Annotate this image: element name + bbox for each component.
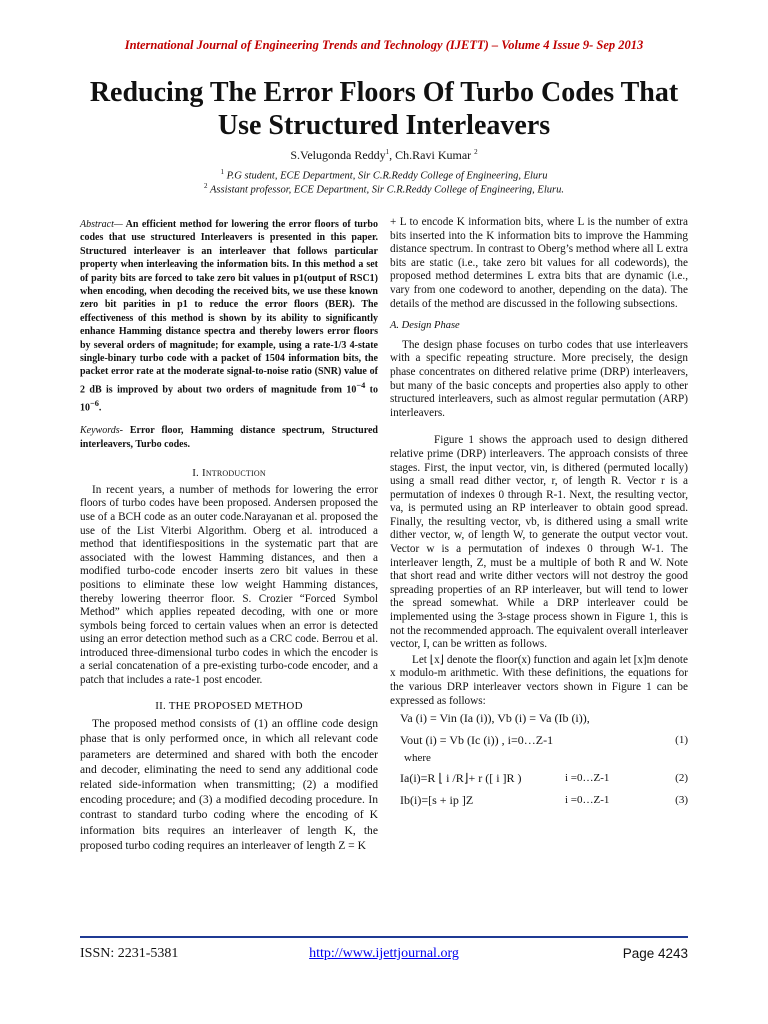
equation-2-number: (2) [675,771,688,784]
abstract-lead: Abstract— [80,219,123,230]
affiliation-1-text: P.G student, ECE Department, Sir C.R.Reddy College of Engineering, Eluru [226,170,548,182]
section-2-title: THE PROPOSED METHOD [168,699,303,712]
authors [0,148,768,163]
floor-definition-paragraph: Let ⌊x⌋ denote the floor(x) function and again let [x]m denote x modulo-m arithmetic. With these definitions, the equations for the various DRP interleaver vectors shown in Figure 1 can be expressed as follows: [390,653,688,707]
footer-journal-link[interactable]: http://www.ijettjournal.org [309,946,459,961]
equation-line-3 [390,790,688,812]
equation-3-number: (3) [675,793,688,806]
equation-3-range: i =0…Z-1 [565,793,610,806]
author-separator: , [389,148,396,162]
section-2-number: II. [155,699,166,712]
equation-1-number: (1) [675,734,688,747]
design-phase-paragraph: The design phase focuses on turbo codes that use interleavers with a specific repeating structure. More precisely, the design phase concentrates on dithered relative prime (DRP) interleavers, but many of the basic concepts and properties also apply to other structured interleavers, such as almost regular permutation (ARP) interleavers. [390,338,688,419]
abstract-mid: to 10 [80,384,378,413]
footer-divider [80,936,688,938]
author-1-sup: 1 [385,148,390,156]
affiliation-1-sup: 1 [220,168,224,176]
right-column [390,216,688,812]
author-2-sup: 2 [474,148,478,156]
section-1-number: I. [192,467,200,480]
proposed-method-paragraph: The proposed method consists of (1) an offline code design phase that is only performed once, in which all relevant code parameters are determined and shared with both the encoder and decoder, eliminating the need to send any additional code related side-information when transmitting; (2) a modified encoding procedure; and (3) a modified decoding procedure. In contrast to standard turbo coding where the encoding of K information bits requires an interleaver of length K, the proposed turbo coding requires an interleaver of length Z = K [80,717,378,852]
title-line-2: Use Structured Interleavers [217,110,551,141]
paper-title [40,76,728,142]
journal-header: International Journal of Engineering Trends and Technology (IJETT) – Volume 4 Issue 9- Sep 2013 [124,38,644,52]
abstract-exp-1: −4 [356,380,366,390]
figure-description-paragraph: Figure 1 shows the approach used to design dithered relative prime (DRP) interleavers. The approach consists of three stages. First, the input vector, vin, is dithered (permuted locally) using a small read dither vector, r, of length R. Vector r is a permutation of indexes 0 through R-1. Next, the resulting vector, va, is permuted using an RP interleaver to obtain good spread. Finally, the resulting vector, vb, is dithered using a small write dither vector, w, of length W, to generate the output vector vout. Vector w is a permutation of indexes 0 through W-1. The interleaver length, Z, must be a multiple of both R and W. Note that short read and write dither vectors will not destroy the good spreading properties of an RP interleaver, but will tend to lower the spread somewhat. While a DRP interleaver could be implemented using the 3-stage process shown in Figure 1, this is not the recommended approach. The equivalent overall interleaver vector, I, can be written as follows. [390,434,688,651]
affiliation-2-text: Assistant professor, ECE Department, Sir C.R.Reddy College of Engineering, Eluru. [209,184,564,196]
author-2: Ch.Ravi Kumar [395,148,472,162]
equation-line-0 [390,708,688,730]
affiliation-1 [0,168,768,182]
affiliation-2-sup: 2 [204,182,208,190]
equation-2: Ia(i)=R ⌊ i /R⌋+ r ([ i ]R ) [400,770,522,785]
equation-2-range: i =0…Z-1 [565,771,610,784]
introduction-paragraph: In recent years, a number of methods for lowering the error floors of turbo codes have been proposed. Andersen proposed the use of a BCH code as an outer code.Narayanan et al. proposed the use of the List Viterbi Algorithm. Oberg et al. introduced a method that identifiespositions in the systematic part that are associated with the lowest Hamming distances, and then a modified turbo-code encoder inserts zero bit values in these positions to eliminate these low weight Hamming distances, thereby lowering theerror floor. S. Crozier “Forced Symbol Method” which applies repeated decoding, with one or more symbols being forced to certain values when an error is detected using an error detection method such as a CRC code. Berrou et al. introduced three-dimensional turbo codes in which the encoder is a serial concatenation of a pre-existing turbo-code encoder, and a patch that includes a rate-1 post encoder. [80,483,378,687]
equation-3: Ib(i)=[s + ip ]Z [400,792,474,807]
equation-line-1 [390,730,688,752]
abstract-text: An efficient method for lowering the error floors of turbo codes that use structured Interleavers is presented in this paper. Structured interleaver is an interleaver that follows particular property when interleaving the information bits. In this method a set of parity bits are forced to take zero bit values in p1(output of RSC1) when encoding, when decoding the received bits, we use these known zero bit parities in p1 to reduce the error floors (BER). The effectiveness of this method is shown by its ability to significantly enhance Hamming distance spectra and thereby lowers error floors by several orders of magnitude; for example, using a rate-1/3 4-state single-binary turbo code with a packet of 1504 information bits, the packet error rate at the moderate signal-to-noise ratio (SNR) value of 2 dB is improved by about two orders of magnitude from 10 [80,219,378,396]
equation-1: Vout (i) = Vb (Ic (i)) , i=0…Z-1 [400,733,554,748]
subsection-design-phase: A. Design Phase [390,320,460,332]
keywords-lead: Keywords- [80,425,123,437]
footer-issn: ISSN: 2231-5381 [80,946,179,961]
section-heading-proposed-method [80,700,378,714]
equation-line-2 [390,768,688,790]
section-1-title: Introduction [201,467,266,480]
left-column [80,218,378,853]
section-heading-introduction [80,467,378,481]
affiliation-2 [0,182,768,196]
where-label: where [404,752,431,765]
continuation-paragraph: + L to encode K information bits, where L is the number of extra bits inserted into the K information bits to improve the Hamming distance spectrum. In contrast to Oberg’s method where all L extra bits are static (i.e., take zero bit values for all codewords), the proposed method determines L extra bits that are dynamic (i.e., vary from one codeword to another, depending on the data). The details of the method are discussed in the following subsections. [390,216,688,310]
abstract-exp-2: −6 [90,398,99,408]
equation-0: Va (i) = Vin (Ia (i)), Vb (i) = Va (Ib (i)), [400,711,590,726]
keywords [80,424,378,451]
abstract [80,218,378,414]
author-1: S.Velugonda Reddy [290,148,386,162]
title-line-1: Reducing The Error Floors Of Turbo Codes That [89,77,679,108]
keywords-text: Error floor, Hamming distance spectrum, Structured interleavers, Turbo codes. [80,425,378,450]
abstract-end: . [98,401,102,413]
footer-page-number: Page 4243 [622,946,688,961]
